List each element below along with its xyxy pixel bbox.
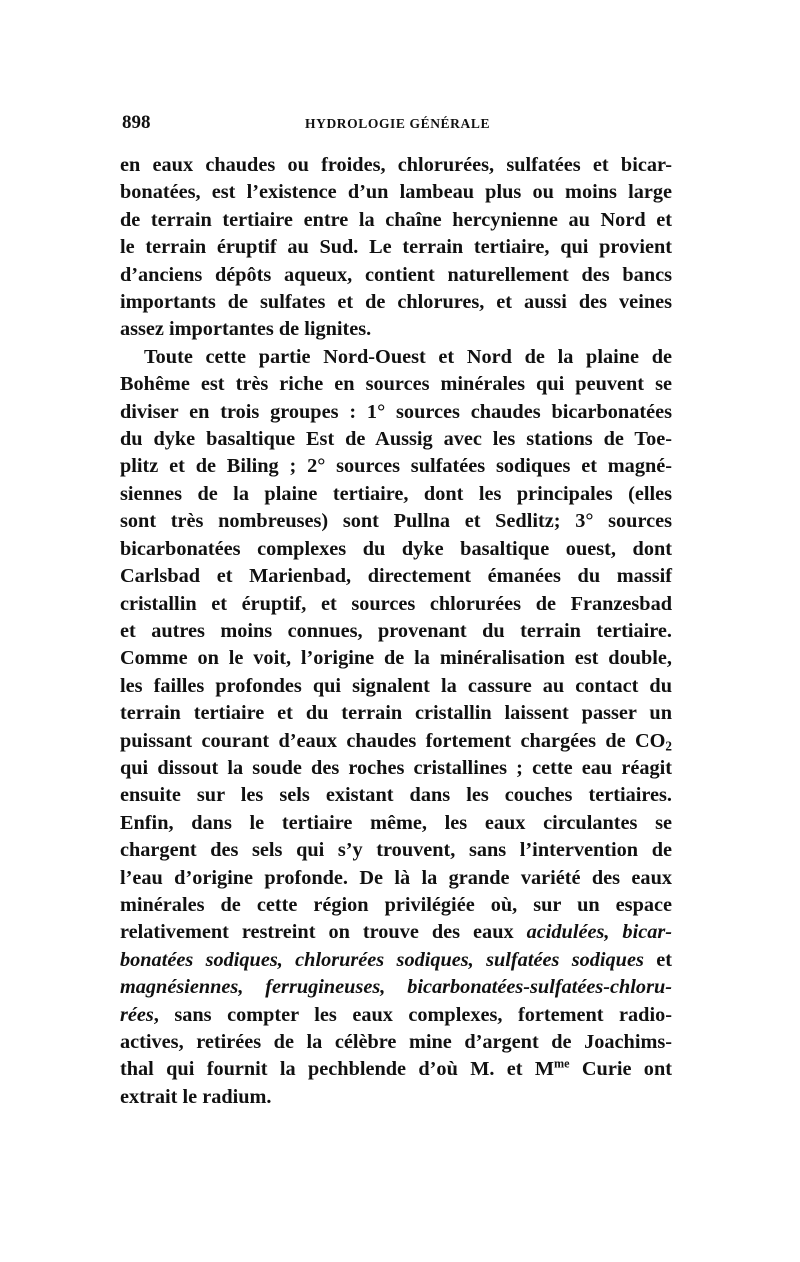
text-line: extrait le radium. (120, 1085, 272, 1108)
page-number: 898 (122, 112, 151, 133)
text-line: Carlsbad et Marienbad, directement émanées du massif (120, 565, 672, 588)
text-line: et autres moins connues, provenant du terrain tertiaire. (120, 619, 672, 642)
text-line (120, 919, 672, 946)
text-line (120, 728, 672, 755)
italic-segment: bonatées sodiques, chlorurées sodiques, sulfatées sodiques (120, 948, 644, 971)
italic-segment: magnésiennes, ferrugineuses, bicarbonatées-sulfatées-chloru- (120, 976, 672, 999)
page-header (122, 112, 671, 142)
text-line: l’eau d’origine profonde. De là la grande variété des eaux (120, 866, 672, 889)
text-line: Toute cette partie Nord-Ouest et Nord de la plaine de (144, 345, 672, 368)
italic-segment: rées (120, 1003, 154, 1026)
text-line: terrain tertiaire et du terrain cristallin laissent passer un (120, 702, 672, 725)
text-line: de terrain tertiaire entre la chaîne hercynienne au Nord et (120, 208, 672, 231)
italic-segment: acidulées, bicar- (526, 921, 672, 944)
text-segment: puissant courant d’eaux chaudes fortement chargées de CO (120, 729, 666, 752)
text-line: ensuite sur les sels existant dans les couches tertiaires. (120, 784, 672, 807)
text-segment: Curie ont (569, 1058, 672, 1081)
text-line: diviser en trois groupes : 1° sources chaudes bicarbonatées (120, 400, 672, 423)
text-line: d’anciens dépôts aqueux, contient naturellement des bancs (120, 263, 672, 286)
text-line: siennes de la plaine tertiaire, dont les principales (elles (120, 482, 672, 505)
text-line: minérales de cette région privilégiée où, sur un espace (120, 893, 672, 916)
text-line: plitz et de Biling ; 2° sources sulfatées sodiques et magné- (120, 455, 672, 478)
text-line: sont très nombreuses) sont Pullna et Sedlitz; 3° sources (120, 510, 672, 533)
text-line: actives, retirées de la célèbre mine d’argent de Joachims- (120, 1031, 672, 1053)
text-line (120, 1002, 672, 1029)
text-segment: , sans compter les eaux complexes, fortement radio- (153, 1003, 672, 1026)
body-text (120, 152, 672, 1111)
text-line: importants de sulfates et de chlorures, et aussi des veines (120, 291, 672, 314)
text-line: qui dissout la soude des roches cristallines ; cette eau réagit (120, 756, 672, 779)
text-line: le terrain éruptif au Sud. Le terrain tertiaire, qui provient (120, 236, 672, 259)
text-line (120, 947, 672, 974)
text-line: en eaux chaudes ou froides, chlorurées, sulfatées et bicar- (120, 154, 672, 176)
text-line: bicarbonatées complexes du dyke basaltique ouest, dont (120, 537, 672, 560)
text-line: cristallin et éruptif, et sources chlorurées de Franzesbad (120, 592, 672, 615)
subscript: 2 (665, 737, 672, 753)
text-line (120, 1056, 672, 1083)
text-line: Bohême est très riche en sources minérales qui peuvent se (120, 373, 672, 396)
text-line: Comme on le voit, l’origine de la minéralisation est double, (120, 647, 672, 670)
text-line: assez importantes de lignites. (120, 318, 372, 341)
text-line: Enfin, dans le tertiaire même, les eaux circulantes se (120, 811, 672, 834)
text-line (120, 974, 672, 1001)
text-line: du dyke basaltique Est de Aussig avec les stations de Toe- (120, 428, 672, 451)
text-segment: et (643, 948, 672, 971)
text-line: les failles profondes qui signalent la cassure au contact du (120, 674, 672, 697)
superscript: me (554, 1057, 570, 1072)
running-head: HYDROLOGIE GÉNÉRALE (305, 116, 491, 131)
text-line: bonatées, est l’existence d’un lambeau plus ou moins large (120, 181, 672, 204)
text-segment: thal qui fournit la pechblende d’où M. et M (120, 1058, 555, 1081)
text-segment: relativement restreint on trouve des eaux (120, 921, 527, 944)
text-line: chargent des sels qui s’y trouvent, sans l’intervention de (120, 839, 672, 862)
